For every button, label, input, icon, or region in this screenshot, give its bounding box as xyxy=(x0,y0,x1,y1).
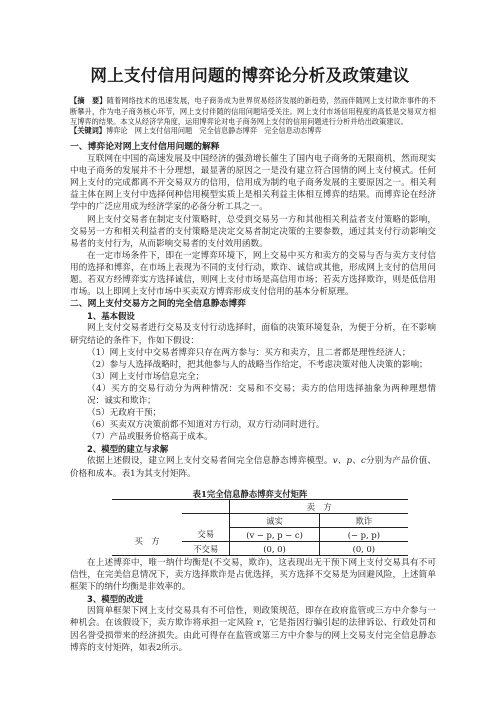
section-1-paragraph-3: 在一定市场条件下，即在一定博弈环境下，网上交易中买方和卖方的交易与否与卖方支付信用的选择和博弈，在市场上表现为不同的支付行动，欺诈、诚信或其他，形成网上支付的信用问题。若双方经博弈实方选择诚信，则网上支付市场是高信用市场；若卖方选择欺诈，则是低信用市场。以上即网上支付市场中买卖双方博弈形成支付信用的基本分析原理。 xyxy=(70,250,436,298)
assumptions-intro: 网上支付交易者进行交易及支付行动选择时，面临的决策环境复杂，为便于分析，在不影响研究结论的条件下，作如下假设： xyxy=(70,323,436,346)
abstract-text: 随着网络技术的迅速发展，电子商务成为世界贸易经济发展的新趋势，然而伴随网上支付欺诈事件的不断攀升，作为电子商务核心环节，网上支付伴随的信用问题培受关注。网上支付市场信用程度的高低是交易双方相互博弈的结果。本文从经济学角度，运用博弈论对电子商务网上支付的信用问题进行分析并给出政策建议。 xyxy=(70,96,436,127)
section-2-heading: 二、网上支付交易方之间的完全信息静态博弈 xyxy=(70,299,246,310)
model-text-b: 分别为产品价值、价格和成本。表1为其支付矩阵。 xyxy=(70,456,436,479)
section-1-heading: 一、博弈论对网上支付信用问题的解释 xyxy=(70,142,220,152)
paper-title: 网上支付信用问题的博弈论分析及政策建议 xyxy=(90,66,410,85)
cell-notrade-honest: (0, 0) xyxy=(230,542,319,556)
col-honest: 诚实 xyxy=(230,514,319,528)
payoff-matrix-table xyxy=(112,499,408,556)
section-1-paragraph-1: 互联网在中国的高速发展及中国经济的强劲增长催生了国内电子商务的无限商机，然而现实中电子商务的发展并不十分理想，最显著的原因之一是没有建立符合国情的网上支付模式。任何网上支付的完成都离不开交易双方的信用，信用成为制约电子商务发展的主要原因之一。相关利益主体在网上支付中选择何种信用模型实质上是相关利益主体相互博弈的结果。而博弈论在经济学中的广泛应用成为经济学家的必备分析工具之一。 xyxy=(70,154,436,213)
keywords-label: 【关键词】 xyxy=(70,126,106,135)
model-text-a: 依据上述假设，建立网上支付交易者间完全信息静态博弈模型。 xyxy=(87,456,333,467)
subsection-improvement-heading: 3、模型的改进 xyxy=(87,594,144,605)
section-2-continued xyxy=(70,557,436,654)
equilibrium-paragraph: 在上述博弈中，唯一纳什均衡是(不交易，欺诈)，这表现出无干预下网上支付交易具有不可信性，在完美信息情况下，卖方选择欺诈是占优选择，买方选择不交易是为回避风险，上述简单框架下的纳什均衡是非效率的。 xyxy=(70,558,436,593)
improvement-paragraph: 因简单框架下网上支付交易具有不可信性，则政策规范，即存在政府监管或三方中介参与一种机会。在该假设下，卖方欺诈将承担一定风险 r，它是指因行骗引起的法律诉讼、行政处罚和因名誉受损带来的经济损失。由此可得存在监管或第三方中介参与的网上交易支付完全信息静态博弈的支付矩阵，如表2所示。 xyxy=(70,606,436,653)
assumption-item: （6）买卖双方决策前都不知道对方行动，双方行动同时进行。 xyxy=(87,420,325,431)
cell-trade-honest: (v − p, p − c) xyxy=(230,528,319,542)
row-notrade: 不交易 xyxy=(182,542,230,556)
assumption-item: （1）网上支付中交易者博弈只存在两方参与：买方和卖方，且二者都是理性经济人； xyxy=(87,347,411,358)
table-1-caption: 表1完全信息静态博弈支付矩阵 xyxy=(192,489,308,499)
abstract xyxy=(70,96,436,128)
buyer-header: 买 方 xyxy=(112,528,182,556)
model-variables: v、p、c xyxy=(332,456,366,467)
subsection-assumptions-heading: 1、基本假设 xyxy=(87,311,135,322)
assumption-item: （7）产品或服务价格高于成本。 xyxy=(87,432,213,443)
col-cheat: 欺诈 xyxy=(319,514,408,528)
model-paragraph xyxy=(70,455,436,479)
assumption-item: （2）参与人选择战略时，把其他参与人的战略当作给定，不考虑决策对他人决策的影响； xyxy=(87,359,428,370)
cell-notrade-cheat: (0, 0) xyxy=(319,542,408,556)
seller-header: 卖 方 xyxy=(230,500,408,514)
keywords xyxy=(70,126,436,137)
assumption-item: （3）网上支付市场信息完全； xyxy=(87,371,205,382)
row-trade: 交易 xyxy=(182,528,230,542)
section-1-paragraph-2: 网上支付交易者在制定支付策略时，总受到交易另一方和其他相关利益者支付策略的影响，交易另一方和相关利益者的支付策略是决定交易者制定决策的主要参数，通过其支付行动影响交易者的支付行为，从而影响交易者的支付效用函数。 xyxy=(70,214,436,249)
abstract-label: 【摘 要】 xyxy=(70,96,107,105)
cell-trade-cheat: (− p, p) xyxy=(319,528,408,542)
subsection-model-heading: 2、模型的建立与求解 xyxy=(87,444,169,455)
assumption-item: （4）买方的交易行动分为两种情况：交易和不交易；卖方的信用选择抽象为两种理想情况：诚实和欺诈； xyxy=(87,383,436,406)
keywords-text: 博弈论 网上支付信用问题 完全信息静态博弈 完全信息动态博弈 xyxy=(105,126,322,135)
assumption-item: （5）无政府干预； xyxy=(87,408,162,419)
section-1 xyxy=(70,141,436,480)
